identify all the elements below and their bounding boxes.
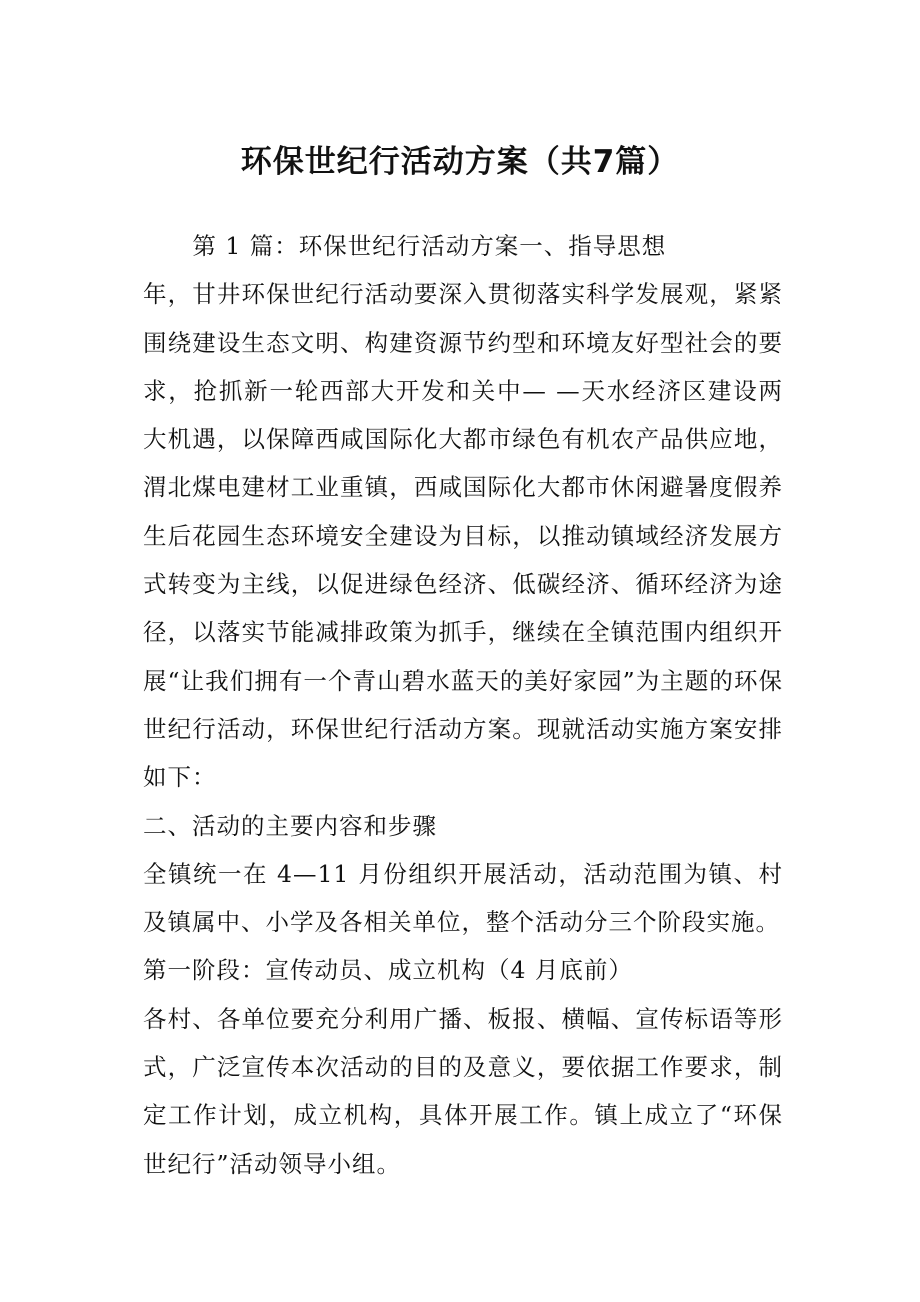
paragraph-activity-scope: 全镇统一在 4—11 月份组织开展活动，活动范围为镇、村及镇属中、小学及各相关单位，整个活动分三个阶段实施。 <box>143 859 783 937</box>
paragraph-section-heading: 第 1 篇：环保世纪行活动方案一、指导思想 <box>192 232 667 260</box>
document-body <box>143 222 783 1188</box>
paragraph-guiding-ideology: 年，甘井环保世纪行活动要深入贯彻落实科学发展观，紧紧围绕建设生态文明、构建资源节约型和环境友好型社会的要求，抢抓新一轮西部大开发和关中— —天水经济区建设两大机遇，以保障西咸国际化大都市绿色有机农产品供应地，渭北煤电建材工业重镇，西咸国际化大都市休闲避暑度假养生后花园生态环境安全建设为目标，以推动镇域经济发展方式转变为主线，以促进绿色经济、低碳经济、循环经济为途径，以落实节能减排政策为抓手，继续在全镇范围内组织开展“让我们拥有一个青山碧水蓝天的美好家园”为主题的环保世纪行活动，环保世纪行活动方案。现就活动实施方案安排如下： <box>143 280 783 792</box>
paragraph-stage-one-heading: 第一阶段：宣传动员、成立机构（4 月底前） <box>143 956 633 985</box>
paragraph-stage-one-detail: 各村、各单位要充分利用广播、板报、横幅、宣传标语等形式，广泛宣传本次活动的目的及意义，要依据工作要求，制定工作计划，成立机构，具体开展工作。镇上成立了“环保世纪行”活动领导小组。 <box>143 1004 783 1178</box>
document-title: 环保世纪行活动方案（共7篇） <box>240 144 680 180</box>
paragraph-main-content-heading: 二、活动的主要内容和步骤 <box>143 811 437 840</box>
